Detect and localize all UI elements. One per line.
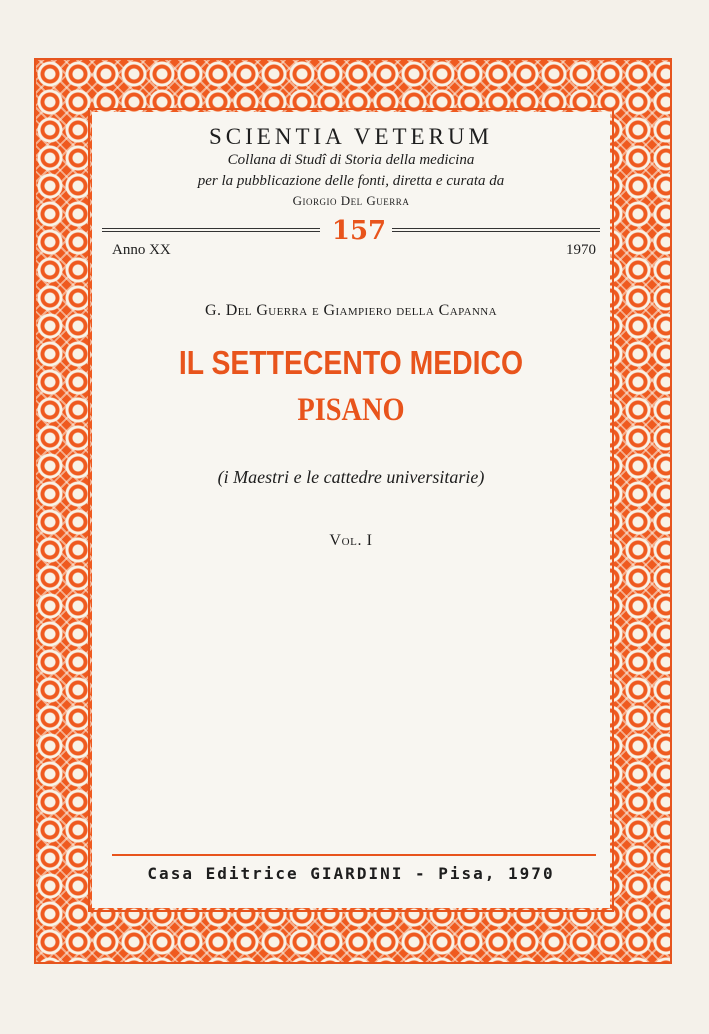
series-editor: Giorgio Del Guerra xyxy=(292,193,410,208)
anno-label: Anno XX xyxy=(112,242,171,258)
volume-label: Vol. I xyxy=(329,532,373,549)
rule-right xyxy=(392,228,600,232)
publisher-line: Casa Editrice GIARDINI - Pisa, 1970 xyxy=(147,864,555,883)
book-subtitle: (i Maestri e le cattedre universitarie) xyxy=(217,467,485,487)
volume-number: 157 xyxy=(331,216,387,246)
series-description-line2: per la pubblicazione delle fonti, diretta e curata da xyxy=(197,173,505,189)
book-title-line1: IL SETTECENTO MEDICO xyxy=(178,344,524,381)
series-description-line1: Collana di Studî di Storia della medicina xyxy=(227,152,475,168)
publisher-rule xyxy=(112,854,596,856)
book-title-line2: PISANO xyxy=(297,392,405,428)
volume-number-row xyxy=(102,216,600,246)
series-title: SCIENTIA VETERUM xyxy=(209,124,493,149)
year-label: 1970 xyxy=(566,242,596,258)
authors: G. Del Guerra e Giampiero della Capanna xyxy=(205,302,497,319)
cover-panel xyxy=(92,112,610,908)
rule-left xyxy=(102,228,320,232)
